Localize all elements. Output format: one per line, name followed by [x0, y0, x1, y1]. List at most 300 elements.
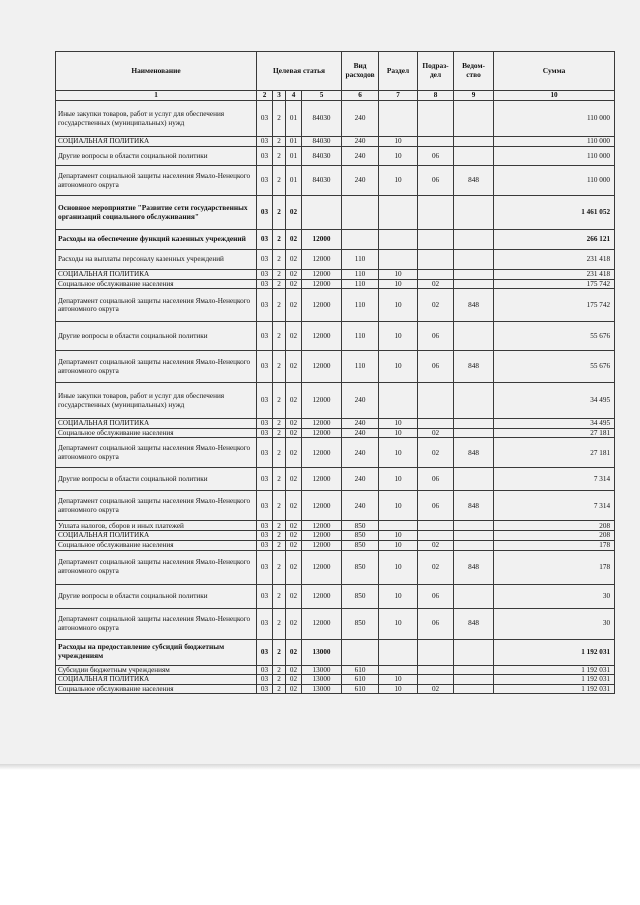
exp-type-cell: 610 — [342, 675, 379, 685]
subsection-cell: 02 — [418, 289, 454, 322]
section-cell: 10 — [379, 550, 418, 584]
table-row — [56, 428, 615, 438]
sum-cell: 231 418 — [494, 250, 615, 270]
row-name: Расходы на выплаты персоналу казенных учреждений — [56, 250, 257, 270]
subsection-cell: 02 — [418, 550, 454, 584]
dept-cell — [454, 675, 494, 685]
target-code-3: 02 — [286, 279, 302, 289]
target-code-2: 2 — [273, 550, 286, 584]
dept-cell — [454, 196, 494, 230]
dept-cell — [454, 250, 494, 270]
target-code-2: 2 — [273, 684, 286, 694]
target-code-4: 12000 — [302, 383, 342, 419]
target-code-4: 84030 — [302, 147, 342, 166]
subsection-cell — [418, 675, 454, 685]
target-code-4: 12000 — [302, 531, 342, 541]
target-code-3: 02 — [286, 491, 302, 521]
dept-cell — [454, 137, 494, 147]
dept-cell: 848 — [454, 351, 494, 383]
sum-cell: 55 676 — [494, 351, 615, 383]
target-code-3: 02 — [286, 438, 302, 468]
target-code-1: 03 — [257, 684, 273, 694]
exp-type-cell: 610 — [342, 684, 379, 694]
header-dept: Ведом-ство — [454, 52, 494, 91]
target-code-3: 02 — [286, 322, 302, 351]
row-name: Основное мероприятие "Развитие сети государственных организаций социального обслуживания" — [56, 196, 257, 230]
target-code-2: 2 — [273, 101, 286, 137]
table-row — [56, 419, 615, 429]
row-name: Другие вопросы в области социальной политики — [56, 147, 257, 166]
subsection-cell: 02 — [418, 438, 454, 468]
dept-cell — [454, 383, 494, 419]
exp-type-cell: 240 — [342, 147, 379, 166]
sum-cell: 1 461 052 — [494, 196, 615, 230]
row-name: Департамент социальной защиты населения Ямало-Ненецкого автономного округа — [56, 289, 257, 322]
sum-cell: 266 121 — [494, 230, 615, 250]
table-row — [56, 491, 615, 521]
row-name: СОЦИАЛЬНАЯ ПОЛИТИКА — [56, 531, 257, 541]
target-code-1: 03 — [257, 383, 273, 419]
target-code-1: 03 — [257, 419, 273, 429]
table-row — [56, 531, 615, 541]
exp-type-cell: 240 — [342, 166, 379, 196]
sum-cell: 7 314 — [494, 468, 615, 491]
sum-cell: 27 181 — [494, 438, 615, 468]
sum-cell: 208 — [494, 531, 615, 541]
target-code-4: 12000 — [302, 428, 342, 438]
target-code-3: 02 — [286, 428, 302, 438]
target-code-2: 2 — [273, 137, 286, 147]
dept-cell — [454, 428, 494, 438]
col-number: 9 — [454, 91, 494, 101]
dept-cell: 848 — [454, 491, 494, 521]
target-code-4: 13000 — [302, 665, 342, 675]
target-code-4: 12000 — [302, 491, 342, 521]
sum-cell: 1 192 031 — [494, 665, 615, 675]
sum-cell: 175 742 — [494, 279, 615, 289]
table-row — [56, 383, 615, 419]
target-code-4: 12000 — [302, 351, 342, 383]
target-code-4: 12000 — [302, 540, 342, 550]
target-code-2: 2 — [273, 270, 286, 280]
target-code-3: 02 — [286, 521, 302, 531]
exp-type-cell: 110 — [342, 270, 379, 280]
section-cell: 10 — [379, 468, 418, 491]
section-cell — [379, 665, 418, 675]
dept-cell: 848 — [454, 608, 494, 639]
section-cell: 10 — [379, 419, 418, 429]
target-code-1: 03 — [257, 270, 273, 280]
subsection-cell: 06 — [418, 147, 454, 166]
target-code-3: 02 — [286, 584, 302, 608]
header-section: Раздел — [379, 52, 418, 91]
target-code-3: 01 — [286, 101, 302, 137]
section-cell — [379, 196, 418, 230]
sum-cell: 30 — [494, 608, 615, 639]
row-name: Уплата налогов, сборов и иных платежей — [56, 521, 257, 531]
dept-cell: 848 — [454, 550, 494, 584]
subsection-cell: 02 — [418, 428, 454, 438]
exp-type-cell — [342, 230, 379, 250]
row-name: Департамент социальной защиты населения Ямало-Ненецкого автономного округа — [56, 438, 257, 468]
target-code-3: 02 — [286, 608, 302, 639]
table-row — [56, 322, 615, 351]
target-code-2: 2 — [273, 383, 286, 419]
dept-cell: 848 — [454, 166, 494, 196]
dept-cell — [454, 101, 494, 137]
target-code-1: 03 — [257, 166, 273, 196]
exp-type-cell: 240 — [342, 137, 379, 147]
target-code-4: 12000 — [302, 279, 342, 289]
subsection-cell — [418, 383, 454, 419]
row-name: Департамент социальной защиты населения Ямало-Ненецкого автономного округа — [56, 491, 257, 521]
col-number: 5 — [302, 91, 342, 101]
target-code-3: 02 — [286, 351, 302, 383]
row-name: Департамент социальной защиты населения Ямало-Ненецкого автономного округа — [56, 550, 257, 584]
sum-cell: 175 742 — [494, 289, 615, 322]
target-code-1: 03 — [257, 639, 273, 665]
subsection-cell — [418, 101, 454, 137]
target-code-1: 03 — [257, 531, 273, 541]
row-name: СОЦИАЛЬНАЯ ПОЛИТИКА — [56, 675, 257, 685]
exp-type-cell: 240 — [342, 468, 379, 491]
target-code-2: 2 — [273, 438, 286, 468]
exp-type-cell — [342, 196, 379, 230]
target-code-2: 2 — [273, 675, 286, 685]
subsection-cell — [418, 639, 454, 665]
target-code-3: 02 — [286, 684, 302, 694]
target-code-2: 2 — [273, 608, 286, 639]
col-number: 6 — [342, 91, 379, 101]
target-code-1: 03 — [257, 550, 273, 584]
row-name: Другие вопросы в области социальной политики — [56, 584, 257, 608]
target-code-3: 01 — [286, 166, 302, 196]
target-code-3: 01 — [286, 137, 302, 147]
target-code-2: 2 — [273, 521, 286, 531]
exp-type-cell: 110 — [342, 279, 379, 289]
target-code-1: 03 — [257, 230, 273, 250]
target-code-2: 2 — [273, 665, 286, 675]
dept-cell — [454, 279, 494, 289]
subsection-cell — [418, 196, 454, 230]
exp-type-cell: 240 — [342, 428, 379, 438]
exp-type-cell: 240 — [342, 101, 379, 137]
exp-type-cell: 110 — [342, 322, 379, 351]
target-code-2: 2 — [273, 166, 286, 196]
subsection-cell — [418, 419, 454, 429]
table-row — [56, 684, 615, 694]
row-name: Социальное обслуживание населения — [56, 684, 257, 694]
col-number: 7 — [379, 91, 418, 101]
section-cell: 10 — [379, 684, 418, 694]
target-code-2: 2 — [273, 639, 286, 665]
target-code-2: 2 — [273, 289, 286, 322]
dept-cell: 848 — [454, 289, 494, 322]
dept-cell — [454, 419, 494, 429]
target-code-4: 12000 — [302, 584, 342, 608]
target-code-1: 03 — [257, 147, 273, 166]
target-code-4: 84030 — [302, 137, 342, 147]
target-code-4: 12000 — [302, 230, 342, 250]
target-code-3: 02 — [286, 270, 302, 280]
target-code-4: 13000 — [302, 639, 342, 665]
target-code-2: 2 — [273, 419, 286, 429]
table-row — [56, 521, 615, 531]
table-body — [56, 101, 615, 694]
target-code-2: 2 — [273, 540, 286, 550]
sum-cell: 30 — [494, 584, 615, 608]
table-row — [56, 166, 615, 196]
dept-cell — [454, 270, 494, 280]
target-code-1: 03 — [257, 351, 273, 383]
target-code-3: 02 — [286, 419, 302, 429]
section-cell: 10 — [379, 147, 418, 166]
sum-cell: 1 192 031 — [494, 639, 615, 665]
exp-type-cell — [342, 639, 379, 665]
sum-cell: 231 418 — [494, 270, 615, 280]
subsection-cell — [418, 230, 454, 250]
section-cell — [379, 383, 418, 419]
subsection-cell — [418, 137, 454, 147]
target-code-3: 02 — [286, 468, 302, 491]
target-code-2: 2 — [273, 196, 286, 230]
row-name: Социальное обслуживание населения — [56, 279, 257, 289]
table-row — [56, 137, 615, 147]
exp-type-cell: 240 — [342, 438, 379, 468]
target-code-1: 03 — [257, 608, 273, 639]
dept-cell — [454, 531, 494, 541]
subsection-cell — [418, 531, 454, 541]
target-code-2: 2 — [273, 147, 286, 166]
col-number: 3 — [273, 91, 286, 101]
sum-cell: 34 495 — [494, 419, 615, 429]
section-cell: 10 — [379, 137, 418, 147]
target-code-1: 03 — [257, 438, 273, 468]
target-code-3: 02 — [286, 196, 302, 230]
target-code-3: 02 — [286, 383, 302, 419]
row-name: СОЦИАЛЬНАЯ ПОЛИТИКА — [56, 137, 257, 147]
table-row — [56, 351, 615, 383]
section-cell: 10 — [379, 351, 418, 383]
target-code-1: 03 — [257, 675, 273, 685]
page-edge-shadow — [0, 764, 640, 770]
row-name: Социальное обслуживание населения — [56, 540, 257, 550]
exp-type-cell: 110 — [342, 250, 379, 270]
sum-cell: 178 — [494, 550, 615, 584]
target-code-4 — [302, 196, 342, 230]
table-row — [56, 196, 615, 230]
target-code-3: 02 — [286, 665, 302, 675]
target-code-1: 03 — [257, 322, 273, 351]
sum-cell: 1 192 031 — [494, 684, 615, 694]
table-row — [56, 584, 615, 608]
table-row — [56, 250, 615, 270]
row-name: Иные закупки товаров, работ и услуг для обеспечения государственных (муниципальных) нужд — [56, 101, 257, 137]
section-cell — [379, 250, 418, 270]
target-code-3: 02 — [286, 250, 302, 270]
target-code-3: 02 — [286, 675, 302, 685]
row-name: Расходы на предоставление субсидий бюджетным учреждениям — [56, 639, 257, 665]
subsection-cell: 02 — [418, 279, 454, 289]
col-number: 10 — [494, 91, 615, 101]
target-code-1: 03 — [257, 521, 273, 531]
row-name: Расходы на обеспечение функций казенных учреждений — [56, 230, 257, 250]
section-cell: 10 — [379, 322, 418, 351]
sum-cell: 110 000 — [494, 101, 615, 137]
header-subsection: Подраз-дел — [418, 52, 454, 91]
exp-type-cell: 110 — [342, 351, 379, 383]
budget-table — [55, 51, 615, 694]
target-code-1: 03 — [257, 289, 273, 322]
dept-cell — [454, 665, 494, 675]
target-code-4: 12000 — [302, 250, 342, 270]
target-code-1: 03 — [257, 428, 273, 438]
exp-type-cell: 240 — [342, 419, 379, 429]
sum-cell: 1 192 031 — [494, 675, 615, 685]
target-code-1: 03 — [257, 468, 273, 491]
target-code-3: 02 — [286, 230, 302, 250]
subsection-cell — [418, 270, 454, 280]
dept-cell — [454, 147, 494, 166]
subsection-cell — [418, 521, 454, 531]
target-code-1: 03 — [257, 196, 273, 230]
subsection-cell: 06 — [418, 608, 454, 639]
header-target: Целевая статья — [257, 52, 342, 91]
header-sum: Сумма — [494, 52, 615, 91]
subsection-cell: 02 — [418, 684, 454, 694]
row-name: Департамент социальной защиты населения Ямало-Ненецкого автономного округа — [56, 608, 257, 639]
sum-cell: 178 — [494, 540, 615, 550]
target-code-1: 03 — [257, 250, 273, 270]
exp-type-cell: 240 — [342, 383, 379, 419]
dept-cell — [454, 322, 494, 351]
target-code-2: 2 — [273, 250, 286, 270]
dept-cell — [454, 540, 494, 550]
target-code-4: 13000 — [302, 675, 342, 685]
row-name: Субсидии бюджетным учреждениям — [56, 665, 257, 675]
table-row — [56, 550, 615, 584]
section-cell: 10 — [379, 540, 418, 550]
target-code-4: 12000 — [302, 419, 342, 429]
section-cell: 10 — [379, 270, 418, 280]
dept-cell — [454, 684, 494, 694]
section-cell: 10 — [379, 166, 418, 196]
table-row — [56, 438, 615, 468]
target-code-1: 03 — [257, 279, 273, 289]
table-row — [56, 101, 615, 137]
dept-cell — [454, 230, 494, 250]
dept-cell — [454, 521, 494, 531]
subsection-cell — [418, 665, 454, 675]
dept-cell — [454, 468, 494, 491]
row-name: Департамент социальной защиты населения Ямало-Ненецкого автономного округа — [56, 351, 257, 383]
section-cell — [379, 230, 418, 250]
section-cell: 10 — [379, 491, 418, 521]
table-header-row — [56, 52, 615, 91]
dept-cell — [454, 639, 494, 665]
exp-type-cell: 850 — [342, 608, 379, 639]
col-number: 8 — [418, 91, 454, 101]
table-row — [56, 270, 615, 280]
table-row — [56, 665, 615, 675]
target-code-4: 12000 — [302, 468, 342, 491]
section-cell: 10 — [379, 531, 418, 541]
dept-cell — [454, 584, 494, 608]
table-row — [56, 540, 615, 550]
exp-type-cell: 850 — [342, 584, 379, 608]
sum-cell: 7 314 — [494, 491, 615, 521]
sum-cell: 110 000 — [494, 147, 615, 166]
subsection-cell: 06 — [418, 584, 454, 608]
target-code-4: 84030 — [302, 101, 342, 137]
target-code-4: 12000 — [302, 521, 342, 531]
column-number-row — [56, 91, 615, 101]
exp-type-cell: 850 — [342, 540, 379, 550]
section-cell: 10 — [379, 428, 418, 438]
section-cell — [379, 639, 418, 665]
target-code-3: 02 — [286, 550, 302, 584]
exp-type-cell: 850 — [342, 550, 379, 584]
exp-type-cell: 850 — [342, 531, 379, 541]
target-code-3: 01 — [286, 147, 302, 166]
target-code-4: 12000 — [302, 438, 342, 468]
subsection-cell: 06 — [418, 491, 454, 521]
row-name: СОЦИАЛЬНАЯ ПОЛИТИКА — [56, 419, 257, 429]
sum-cell: 110 000 — [494, 166, 615, 196]
table-row — [56, 289, 615, 322]
target-code-4: 12000 — [302, 608, 342, 639]
row-name: Социальное обслуживание населения — [56, 428, 257, 438]
row-name: Другие вопросы в области социальной политики — [56, 468, 257, 491]
target-code-4: 12000 — [302, 322, 342, 351]
target-code-1: 03 — [257, 540, 273, 550]
header-name: Наименование — [56, 52, 257, 91]
target-code-1: 03 — [257, 101, 273, 137]
table-row — [56, 468, 615, 491]
dept-cell: 848 — [454, 438, 494, 468]
section-cell — [379, 521, 418, 531]
subsection-cell: 02 — [418, 540, 454, 550]
section-cell: 10 — [379, 289, 418, 322]
exp-type-cell: 850 — [342, 521, 379, 531]
target-code-1: 03 — [257, 491, 273, 521]
target-code-3: 02 — [286, 531, 302, 541]
table-row — [56, 147, 615, 166]
section-cell: 10 — [379, 608, 418, 639]
header-exp-type: Вид расходов — [342, 52, 379, 91]
target-code-1: 03 — [257, 665, 273, 675]
sum-cell: 34 495 — [494, 383, 615, 419]
target-code-2: 2 — [273, 531, 286, 541]
target-code-2: 2 — [273, 584, 286, 608]
exp-type-cell: 110 — [342, 289, 379, 322]
subsection-cell: 06 — [418, 166, 454, 196]
table-row — [56, 230, 615, 250]
table-row — [56, 608, 615, 639]
target-code-2: 2 — [273, 468, 286, 491]
subsection-cell — [418, 250, 454, 270]
target-code-2: 2 — [273, 351, 286, 383]
target-code-4: 12000 — [302, 550, 342, 584]
target-code-4: 84030 — [302, 166, 342, 196]
section-cell: 10 — [379, 279, 418, 289]
exp-type-cell: 610 — [342, 665, 379, 675]
target-code-2: 2 — [273, 279, 286, 289]
col-number: 2 — [257, 91, 273, 101]
target-code-3: 02 — [286, 540, 302, 550]
target-code-4: 12000 — [302, 289, 342, 322]
row-name: Иные закупки товаров, работ и услуг для обеспечения государственных (муниципальных) нужд — [56, 383, 257, 419]
